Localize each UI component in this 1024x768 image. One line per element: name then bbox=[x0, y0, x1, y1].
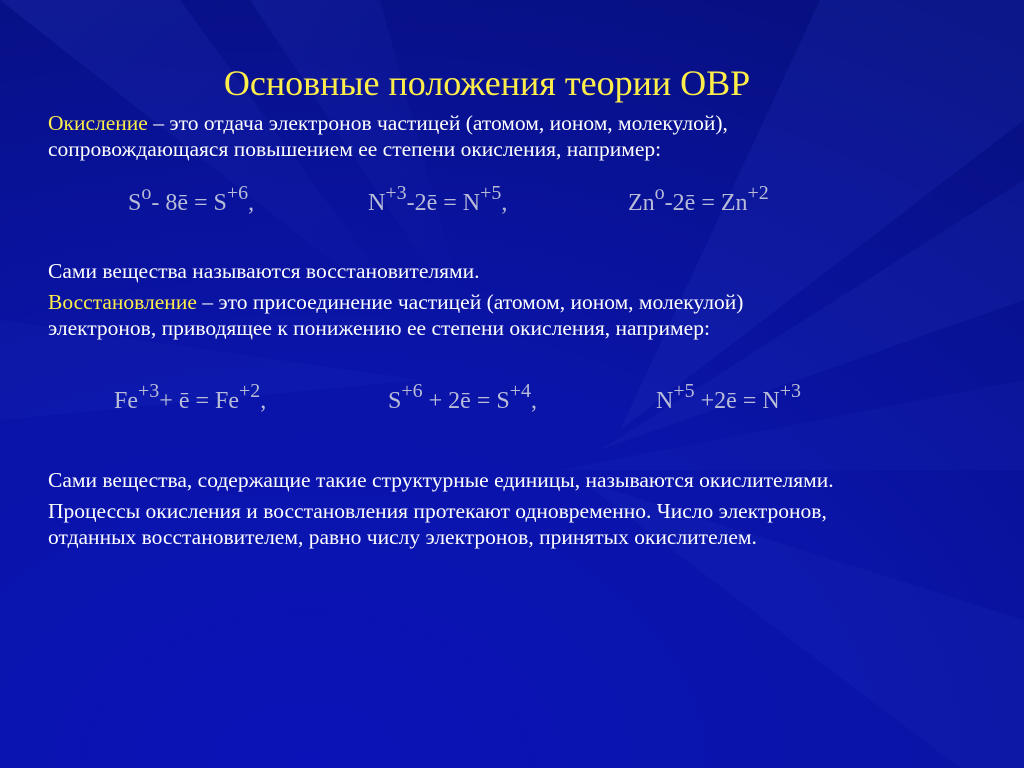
reduction-definition-line2: электронов, приводящее к понижению ее степени окисления, например: bbox=[48, 316, 710, 340]
reduction-equation: $Fe^{+3}+$ ē = $Fe^{+2}$, bbox=[114, 380, 267, 414]
reduction-definition-rest: – это присоединение частицей (атомом, ионом, молекулой) bbox=[196, 290, 744, 314]
processes-line2: отданных восстановителем, равно числу электронов, принятых окислителем. bbox=[48, 525, 757, 549]
processes-statement bbox=[48, 498, 1008, 550]
reduction-equation: $N^{+5}$ +2ē = $N^{+3}$ bbox=[656, 380, 801, 414]
oxidation-term: Окисление bbox=[48, 111, 148, 135]
oxidation-definition bbox=[48, 110, 1008, 162]
oxidation-equation: $Zn^o-2ē = Zn^{+2}$ bbox=[628, 182, 769, 216]
oxidation-equation: $N^{+3}-2ē = N^{+5}$, bbox=[368, 182, 508, 216]
oxidation-definition-line2: сопровождающаяся повышением ее степени окисления, например: bbox=[48, 137, 662, 161]
reduction-term: Восстановление bbox=[48, 290, 197, 314]
slide-title: Основные положения теории ОВР bbox=[223, 63, 751, 103]
reduction-definition bbox=[48, 289, 1008, 341]
oxidation-equation: $S^o-$ 8ē = $S^{+6}$, bbox=[128, 182, 255, 216]
reduction-equation: $S^{+6}$ + 2ē = $S^{+4}$, bbox=[388, 380, 537, 414]
reducers-statement: Сами вещества называются восстановителями. bbox=[48, 259, 480, 283]
processes-line1: Процессы окисления и восстановления протекают одновременно. Число электронов, bbox=[48, 499, 827, 523]
oxidizers-statement: Сами вещества, содержащие такие структурные единицы, называются окислителями. bbox=[48, 468, 834, 492]
oxidation-definition-rest: – это отдача электронов частицей (атомом, ионом, молекулой), bbox=[147, 111, 728, 135]
